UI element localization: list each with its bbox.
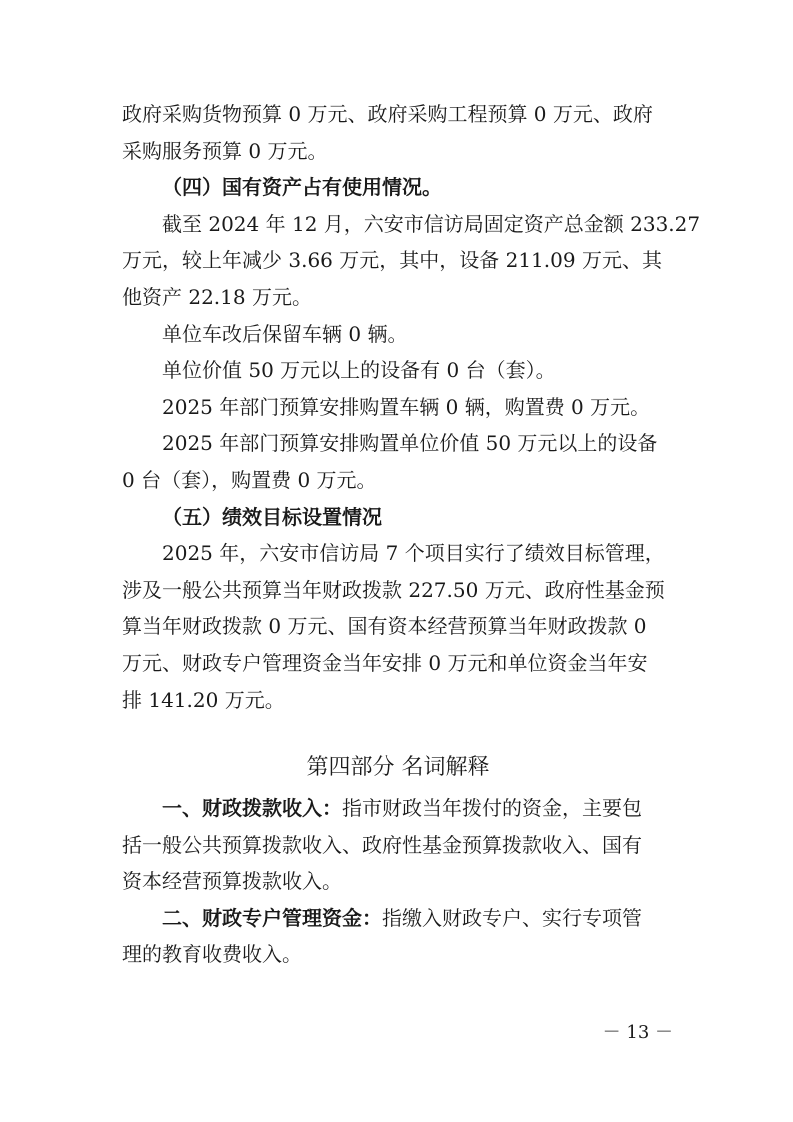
term-2-line-1 [122, 900, 674, 937]
document-body [122, 96, 701, 973]
page-number: － 13 － [602, 1022, 673, 1043]
vehicle-purchase-paragraph: 2025 年部门预算安排购置车辆 0 辆，购置费 0 万元。 [162, 394, 651, 419]
term-1-definition: 指市财政当年拨付的资金，主要包 [342, 796, 642, 821]
performance-paragraph-line-1: 2025 年，六安市信访局 7 个项目实行了绩效目标管理， [162, 541, 665, 566]
procurement-line-1: 政府采购货物预算 0 万元、政府采购工程预算 0 万元、政府 [122, 102, 653, 126]
term-2-definition: 指缴入财政专户、实行专项管 [382, 905, 642, 930]
performance-paragraph-line-5: 排 141.20 万元。 [122, 687, 285, 712]
performance-paragraph-line-3: 算当年财政拨款 0 万元、国有资本经营预算当年财政拨款 0 [122, 614, 647, 639]
section-4-heading: （四）国有资产占有使用情况。 [162, 175, 442, 200]
procurement-line-2: 采购服务预算 0 万元。 [122, 138, 328, 163]
section-5-heading: （五）绩效目标设置情况 [162, 504, 382, 529]
term-2-line-2: 理的教育收费收入。 [122, 942, 302, 967]
performance-paragraph-line-2: 涉及一般公共预算当年财政拨款 227.50 万元、政府性基金预 [122, 577, 665, 602]
assets-paragraph-line-3: 他资产 22.18 万元。 [122, 284, 312, 309]
term-1-label: 一、财政拨款收入： [162, 796, 342, 821]
part-4-title: 第四部分 名词解释 [306, 755, 490, 781]
equipment-purchase-line-2: 0 台（套），购置费 0 万元。 [122, 467, 377, 492]
term-2-label: 二、财政专户管理资金： [162, 905, 382, 930]
equipment-paragraph: 单位价值 50 万元以上的设备有 0 台（套）。 [162, 358, 556, 383]
term-1-line-1 [122, 790, 674, 827]
assets-paragraph-line-2: 万元，较上年减少 3.66 万元，其中，设备 211.09 万元、其 [122, 248, 662, 273]
assets-paragraph-line-1: 截至 2024 年 12 月，六安市信访局固定资产总金额 233.27 [162, 211, 701, 236]
term-1-line-2: 括一般公共预算拨款收入、政府性基金预算拨款收入、国有 [122, 832, 642, 857]
vehicles-paragraph: 单位车改后保留车辆 0 辆。 [162, 321, 408, 346]
performance-paragraph-line-4: 万元、财政专户管理资金当年安排 0 万元和单位资金当年安 [122, 650, 648, 675]
term-1-line-3: 资本经营预算拨款收入。 [122, 869, 342, 894]
equipment-purchase-line-1: 2025 年部门预算安排购置单位价值 50 万元以上的设备 [162, 431, 658, 456]
